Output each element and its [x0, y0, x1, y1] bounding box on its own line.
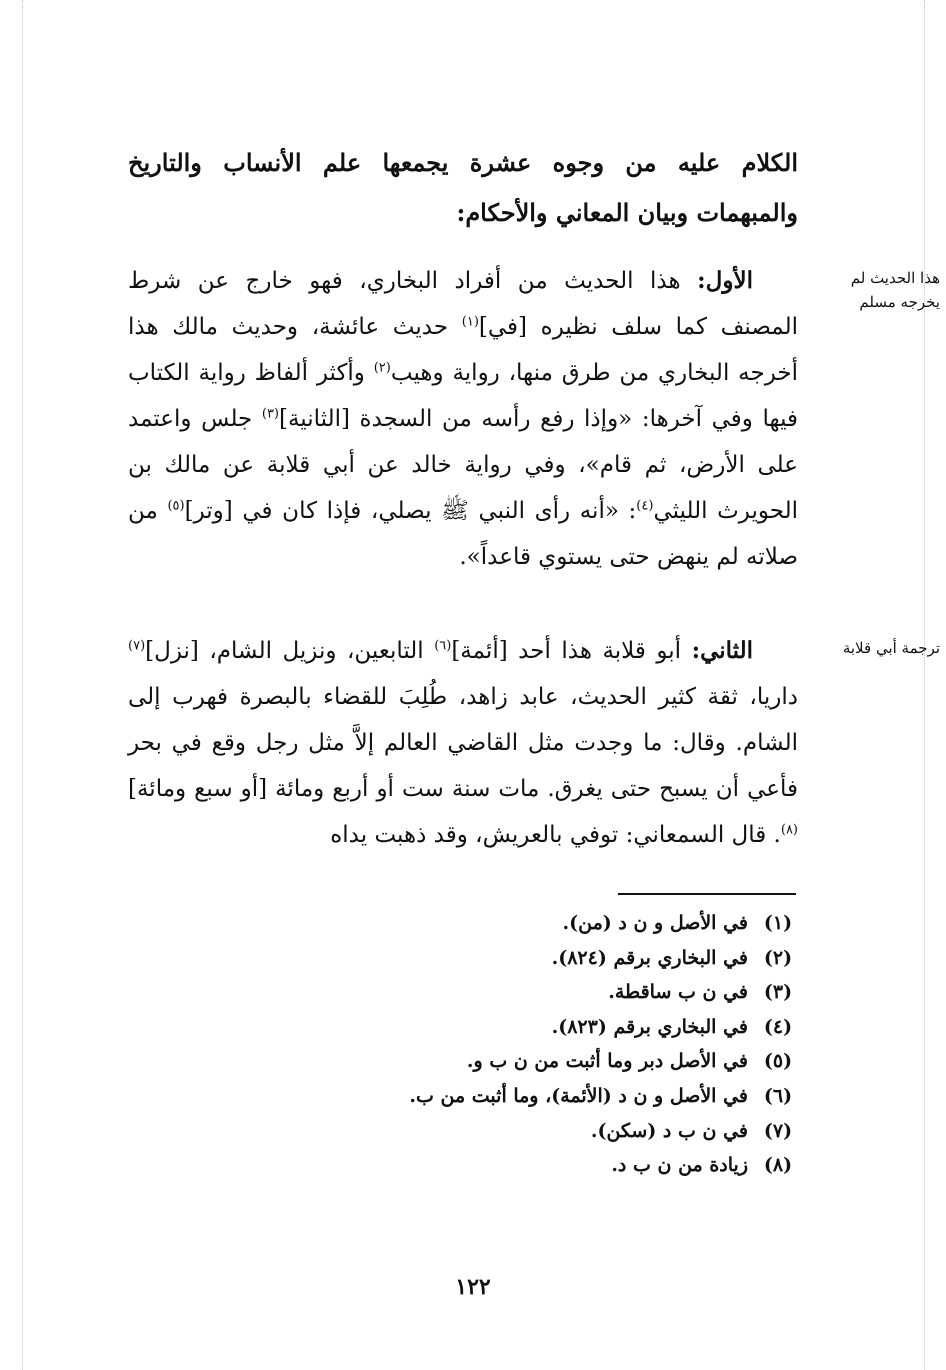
- right-dotted-guide: [924, 0, 925, 1370]
- section-second-label: الثاني:: [691, 637, 753, 664]
- section-first-text-6: من صلاته لم ينهض حتى يستوي قاعداً».: [128, 498, 798, 570]
- footnote-text: في ن ب ساقطة.: [608, 981, 748, 1004]
- section-second-paragraph: [128, 628, 798, 858]
- section-second-text-1: أبو قلابة هذا أحد [أئمة]: [451, 638, 682, 664]
- footnote-number: (٥): [763, 1050, 793, 1073]
- footnote-number: (١): [763, 912, 793, 934]
- section-second-text-2: التابعين، ونزيل الشام، [نزل]: [145, 638, 435, 664]
- footnote-item: [300, 1010, 798, 1045]
- footnote-number: (٧): [763, 1119, 793, 1142]
- section-first-text-5: : «أنه رأى النبي ﷺ يصلي، فإذا كان في [وتر]: [184, 498, 637, 524]
- section-first-text-4: جلس واعتمد على الأرض، ثم قام»، وفي رواية خالد عن أبي قلابة عن مالك بن الحويرث الليثي: [128, 406, 799, 524]
- footnote-text: زيادة من ن ب د.: [611, 1154, 748, 1177]
- section-first-label: الأول:: [697, 267, 753, 294]
- footnote-number: (٢): [763, 946, 793, 969]
- section-second-text-4: . قال السمعاني: توفي بالعريش، وقد ذهبت يداه: [330, 822, 781, 848]
- footnote-number: (٤): [763, 1015, 793, 1038]
- margin-note-abu-qilaba-bio: ترجمة أبي قلابة: [842, 639, 940, 657]
- section-first: [128, 258, 798, 580]
- footnote-text: في الأصل و ن د (من).: [562, 912, 748, 934]
- footnote-number: (٣): [763, 981, 793, 1004]
- section-first-text-2: حديث عائشة، وحديث مالك هذا أخرجه البخاري من طرق منها، رواية وهيب: [128, 314, 799, 386]
- footnote-ref-3[interactable]: (٣): [261, 406, 279, 422]
- footnote-text: في البخاري برقم (٨٢٤).: [551, 946, 748, 969]
- footnote-number: (٨): [763, 1154, 793, 1177]
- footnote-ref-2[interactable]: (٢): [373, 360, 391, 376]
- footnote-ref-4[interactable]: (٤): [636, 498, 654, 514]
- intro-heading: الكلام عليه من وجوه عشرة يجمعها علم الأنساب والتاريخ والمبهمات وبيان المعاني والأحكام:: [128, 148, 798, 227]
- footnote-item: [300, 975, 798, 1010]
- footnote-text: في الأصل دبر وما أثبت من ن ب و.: [466, 1050, 748, 1073]
- page-number: ١٢٢: [455, 1274, 491, 1300]
- footnote-item: [300, 1044, 798, 1079]
- footnote-separator: [618, 893, 796, 895]
- footnote-text: في ن ب د (سكن).: [590, 1119, 748, 1142]
- footnote-ref-6[interactable]: (٦): [434, 638, 452, 654]
- footnote-text: في البخاري برقم (٨٢٣).: [551, 1015, 748, 1038]
- footnotes-list: [300, 906, 798, 1183]
- left-dotted-guide: [22, 0, 23, 1370]
- section-first-text-1: هذا الحديث من أفراد البخاري، فهو خارج عن شرط المصنف كما سلف نظيره [في]: [128, 268, 798, 340]
- footnote-ref-5[interactable]: (٥): [167, 498, 185, 514]
- footnote-text: في الأصل و ن د (الأئمة)، وما أثبت من ب.: [409, 1084, 748, 1107]
- section-first-text-3: وأكثر ألفاظ رواية الكتاب فيها وفي آخرها: «وإذا رفع رأسه من السجدة [الثانية]: [128, 360, 798, 432]
- footnote-ref-8[interactable]: (٨): [780, 822, 798, 838]
- margin-note-not-in-muslim: هذا الحديث لم يخرجه مسلم: [850, 269, 940, 311]
- footnote-item: [300, 1079, 798, 1114]
- footnote-ref-7[interactable]: (٧): [128, 638, 146, 654]
- section-second-text-3: داريا، ثقة كثير الحديث، عابد زاهد، طُلِبَ للقضاء بالبصرة فهرب إلى الشام. وقال: ما وجدت مثل القاضي العالم إلاَّ مثل رجل وقع في بحر فأعي أن يسبح حتى يغرق. مات سنة ست أو أربع ومائة [أو سبع ومائة]: [128, 684, 798, 802]
- footnote-item: [300, 906, 798, 941]
- footnote-item: [300, 941, 798, 976]
- section-first-paragraph: [128, 258, 798, 580]
- footnote-number: (٦): [763, 1084, 793, 1107]
- footnote-item: [300, 1114, 798, 1149]
- section-second: [128, 628, 798, 858]
- footnote-ref-1[interactable]: (١): [461, 314, 479, 330]
- footnote-item: [300, 1148, 798, 1183]
